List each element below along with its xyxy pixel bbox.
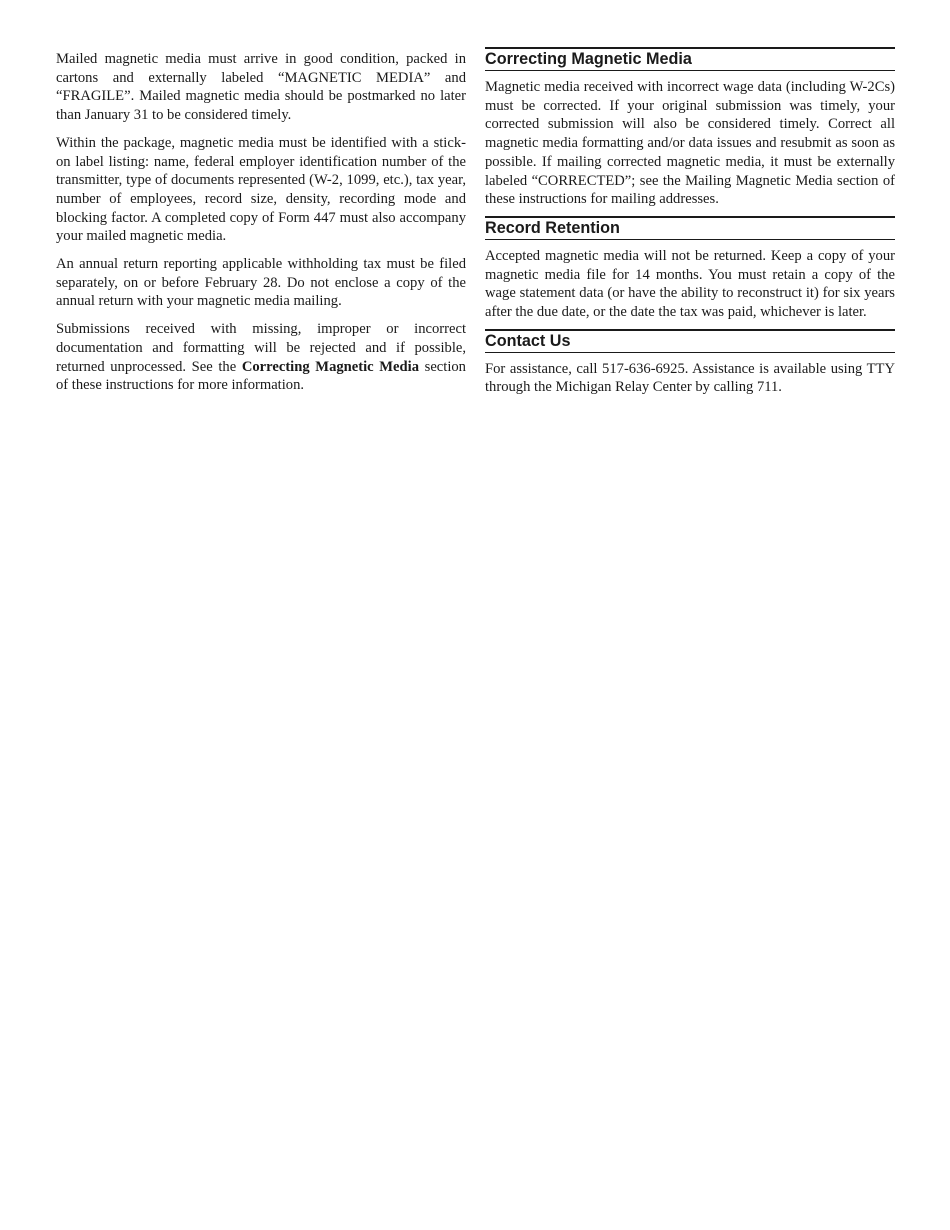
correcting-magnetic-media-heading: Correcting Magnetic Media [485,47,895,71]
contact-us-body: For assistance, call 517-636-6925. Assistance is available using TTY through the Michigan Relay Center by calling 711. [485,360,895,396]
contact-us-heading: Contact Us [485,329,895,353]
annual-return-paragraph: An annual return reporting applicable withholding tax must be filed separately, on or before February 28. Do not enclose a copy of the annual return with your magnetic media mailing. [56,256,466,310]
rejection-paragraph [56,320,466,395]
record-retention-heading: Record Retention [485,216,895,240]
right-column [485,47,895,404]
mailing-condition-paragraph: Mailed magnetic media must arrive in good condition, packed in cartons and externally labeled “MAGNETIC MEDIA” and “FRAGILE”. Mailed magnetic media should be postmarked no later than January 31 to be considered timely. [56,51,466,124]
correcting-media-reference: Correcting Magnetic Media [241,358,419,375]
package-label-paragraph: Within the package, magnetic media must be identified with a stick-on label listing: name, federal employer identification number of the transmitter, type of documents represented (W-2, 1099, etc.), tax year, number of employees, record size, density, recording mode and blocking factor. A completed copy of Form 447 must also accompany your mailed magnetic media. [56,134,466,245]
rejection-text-start: Submissions received with missing, improper or incorrect documentation and formatting will be rejected and if possible, returned unprocessed. See the [56,321,466,375]
rejection-text-end: section of these instructions for more information. [56,358,466,394]
correcting-magnetic-media-body: Magnetic media received with incorrect wage data (including W-2Cs) must be corrected. If your original submission was timely, your corrected submission will also be considered timely. Correct all magnetic media formatting and/or data issues and resubmit as soon as possible. If mailing corrected magnetic media, it must be externally labeled “CORRECTED”; see the Mailing Magnetic Media section of these instructions for mailing addresses. [485,79,895,208]
left-column [56,50,466,404]
record-retention-body: Accepted magnetic media will not be returned. Keep a copy of your magnetic media file for 14 months. You must retain a copy of the wage statement data (or have the ability to reconstruct it) for six years after the due date, or the date the tax was paid, whichever is later. [485,247,895,321]
